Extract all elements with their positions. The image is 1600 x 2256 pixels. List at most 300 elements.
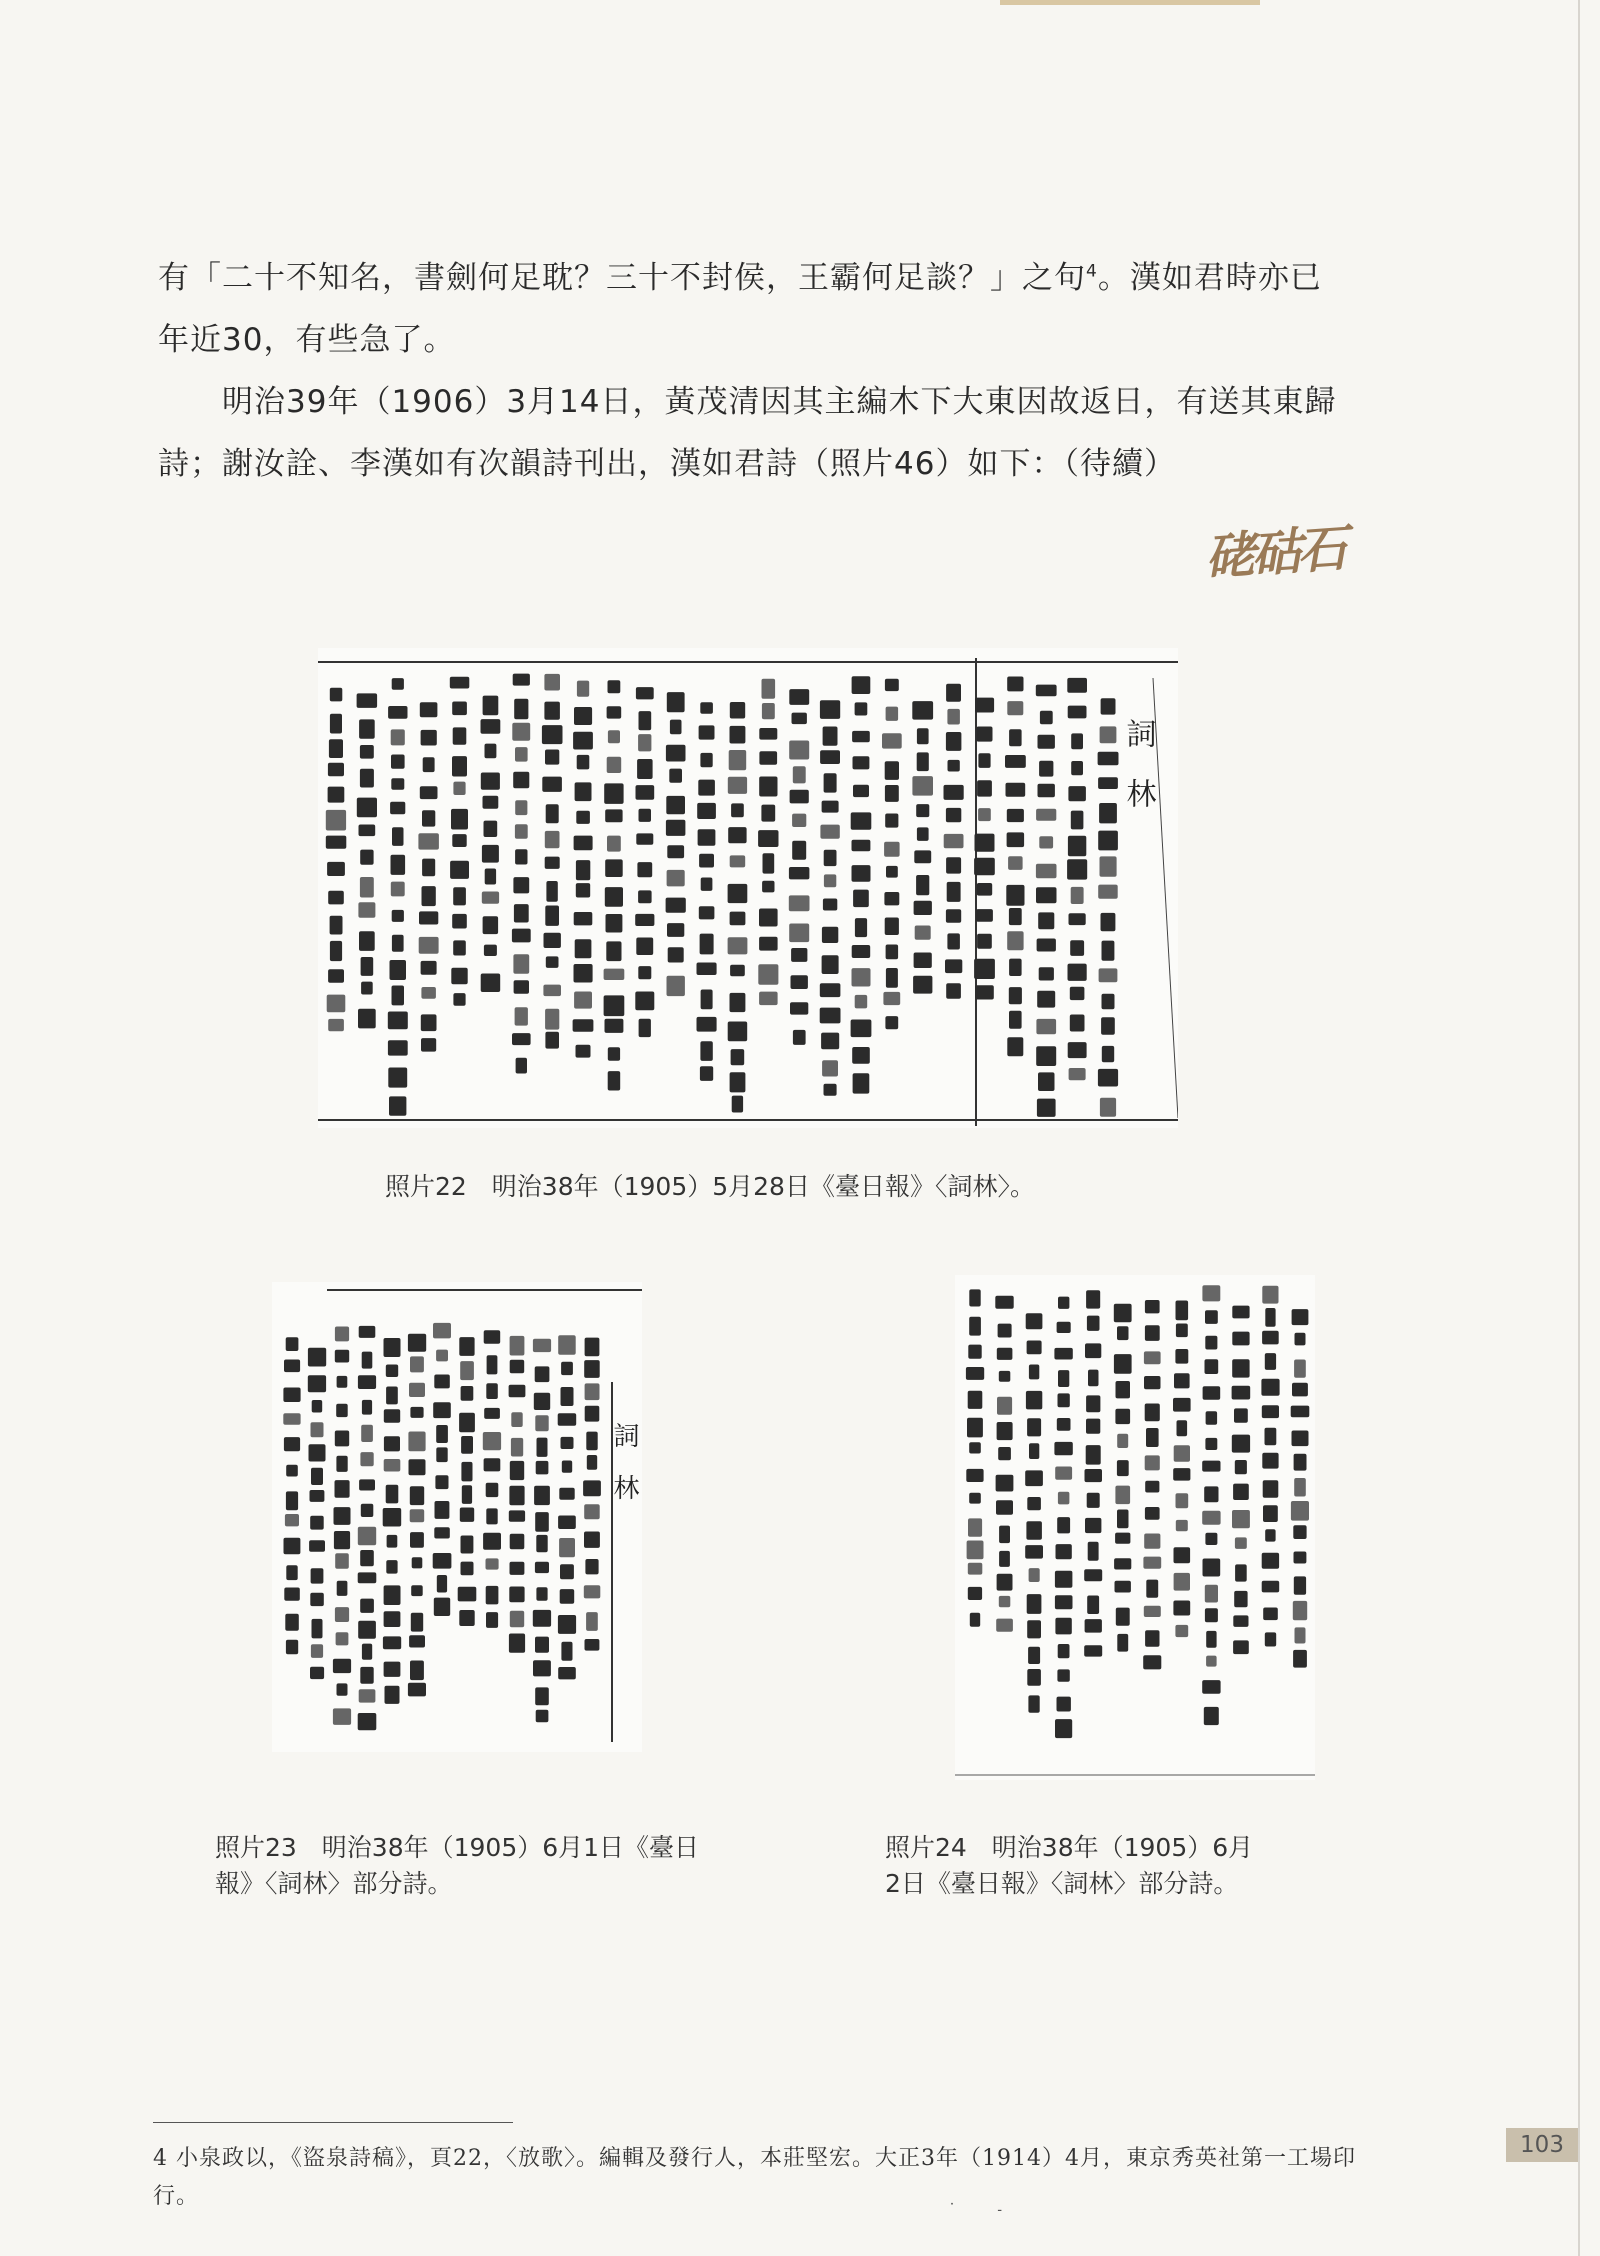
print-glyph-mark	[421, 1038, 436, 1052]
print-glyph-mark	[327, 862, 345, 876]
print-glyph-mark	[384, 1662, 401, 1677]
print-glyph-mark	[509, 1634, 525, 1653]
print-glyph-mark	[700, 702, 713, 714]
print-glyph-mark	[511, 1438, 523, 1457]
print-glyph-mark	[486, 1508, 497, 1524]
print-glyph-mark	[997, 1422, 1013, 1440]
print-glyph-mark	[535, 1512, 549, 1532]
print-glyph-mark	[821, 1033, 839, 1050]
print-glyph-mark	[560, 1589, 575, 1604]
print-glyph-mark	[559, 1538, 575, 1557]
print-glyph-mark	[1292, 1309, 1309, 1325]
print-glyph-mark	[914, 850, 931, 863]
print-glyph-mark	[1068, 706, 1087, 719]
print-glyph-mark	[311, 1644, 323, 1658]
print-glyph-mark	[728, 1022, 748, 1042]
print-glyph-mark	[1174, 1573, 1190, 1591]
print-glyph-mark	[944, 785, 964, 800]
print-glyph-mark	[969, 1289, 980, 1306]
print-glyph-mark	[391, 729, 405, 745]
print-glyph-mark	[761, 805, 775, 822]
print-glyph-mark	[485, 744, 497, 759]
print-glyph-mark	[487, 1355, 498, 1374]
print-glyph-mark	[915, 926, 931, 940]
print-glyph-mark	[1262, 1553, 1279, 1569]
print-glyph-mark	[1071, 733, 1083, 749]
print-glyph-mark	[358, 1375, 376, 1389]
print-glyph-mark	[392, 986, 405, 1006]
print-glyph-mark	[996, 1475, 1014, 1492]
print-glyph-mark	[1038, 784, 1055, 798]
print-glyph-mark	[667, 923, 684, 937]
print-glyph-mark	[730, 726, 746, 744]
print-glyph-mark	[824, 1084, 837, 1096]
print-glyph-mark	[437, 1575, 447, 1593]
print-glyph-mark	[384, 1409, 400, 1423]
print-glyph-mark	[967, 1541, 984, 1560]
print-glyph-mark	[544, 933, 561, 948]
print-glyph-mark	[409, 1383, 425, 1397]
print-glyph-mark	[1028, 1647, 1040, 1664]
print-glyph-mark	[968, 1345, 981, 1359]
print-glyph-mark	[885, 761, 899, 780]
print-glyph-mark	[284, 1588, 300, 1601]
print-glyph-mark	[823, 899, 837, 911]
print-glyph-mark	[536, 1535, 547, 1552]
print-glyph-mark	[730, 1072, 746, 1092]
print-glyph-mark	[1036, 864, 1057, 879]
print-glyph-mark	[789, 924, 809, 943]
print-glyph-mark	[420, 786, 438, 799]
print-glyph-mark	[1038, 1072, 1055, 1091]
print-glyph-mark	[335, 1480, 350, 1498]
print-glyph-mark	[1028, 1695, 1039, 1712]
print-glyph-mark	[731, 1049, 745, 1065]
print-glyph-mark	[1099, 803, 1117, 823]
print-glyph-mark	[408, 1334, 426, 1352]
print-glyph-mark	[666, 745, 686, 762]
print-glyph-mark	[411, 1613, 423, 1632]
print-glyph-mark	[435, 1475, 448, 1489]
print-glyph-mark	[822, 801, 839, 813]
print-glyph-mark	[335, 1327, 349, 1342]
print-glyph-mark	[311, 1422, 324, 1437]
print-glyph-mark	[698, 780, 715, 796]
print-glyph-mark	[1087, 1316, 1100, 1331]
print-glyph-mark	[450, 861, 469, 879]
print-glyph-mark	[486, 1612, 498, 1628]
print-glyph-mark	[1263, 1505, 1278, 1522]
print-glyph-mark	[823, 727, 838, 746]
print-glyph-mark	[421, 987, 436, 999]
print-glyph-mark	[1117, 1434, 1128, 1448]
print-glyph-mark	[1027, 1418, 1041, 1436]
print-glyph-mark	[701, 878, 713, 891]
print-glyph-mark	[421, 730, 437, 746]
print-glyph-mark	[977, 883, 992, 896]
print-glyph-mark	[1038, 912, 1054, 929]
print-glyph-mark	[335, 1431, 349, 1447]
print-glyph-mark	[1144, 1606, 1161, 1617]
print-glyph-mark	[666, 898, 686, 913]
print-glyph-mark	[514, 904, 529, 922]
print-glyph-mark	[1117, 1460, 1129, 1476]
print-glyph-mark	[1071, 887, 1084, 904]
print-glyph-mark	[1291, 1406, 1310, 1418]
print-glyph-mark	[512, 723, 530, 741]
print-glyph-mark	[285, 1614, 299, 1631]
print-glyph-mark	[361, 982, 373, 995]
page-edge-rule	[1578, 0, 1580, 2256]
print-glyph-mark	[728, 937, 748, 954]
print-glyph-mark	[853, 756, 870, 769]
print-glyph-mark	[1100, 856, 1117, 876]
print-glyph-mark	[334, 1507, 351, 1525]
print-glyph-mark	[511, 1412, 522, 1427]
print-glyph-mark	[916, 804, 929, 817]
print-glyph-mark	[970, 1613, 980, 1627]
print-glyph-mark	[328, 891, 344, 905]
print-glyph-mark	[1009, 908, 1022, 925]
print-glyph-mark	[1232, 1510, 1250, 1528]
print-glyph-mark	[855, 918, 867, 937]
print-glyph-mark	[1206, 1631, 1216, 1648]
print-glyph-mark	[515, 1007, 528, 1025]
print-glyph-mark	[1203, 1559, 1221, 1577]
print-glyph-mark	[330, 916, 343, 935]
print-glyph-mark	[486, 1586, 499, 1605]
print-glyph-mark	[947, 882, 961, 902]
print-glyph-mark	[330, 941, 342, 961]
print-glyph-mark	[917, 752, 929, 771]
footnote-ref[interactable]: 4	[1086, 261, 1098, 282]
print-glyph-mark	[855, 702, 868, 715]
print-glyph-mark	[1232, 1386, 1251, 1400]
footnote-text: 小泉政以，《盜泉詩稿》，頁22，〈放歌〉。編輯及發行人，本莊堅宏。大正3年（1914）4月，東京秀英社第一工場印行。	[153, 2146, 1356, 2209]
print-glyph-mark	[1058, 1370, 1069, 1387]
print-glyph-mark	[1068, 1042, 1087, 1058]
print-glyph-mark	[1232, 1306, 1249, 1319]
print-glyph-mark	[667, 692, 685, 712]
print-glyph-mark	[461, 1436, 473, 1454]
print-glyph-mark	[573, 732, 593, 750]
print-glyph-mark	[1007, 931, 1023, 950]
print-glyph-mark	[1117, 1510, 1129, 1529]
print-glyph-mark	[1098, 1069, 1118, 1087]
print-glyph-mark	[948, 760, 960, 772]
print-glyph-mark	[1263, 1480, 1279, 1498]
print-glyph-mark	[513, 772, 529, 789]
print-glyph-mark	[423, 757, 435, 772]
print-glyph-mark	[284, 1437, 300, 1451]
print-glyph-mark	[362, 1644, 372, 1660]
print-glyph-mark	[410, 1532, 424, 1548]
print-glyph-mark	[1294, 1478, 1306, 1497]
print-glyph-mark	[386, 1560, 397, 1574]
print-glyph-mark	[667, 870, 685, 887]
print-glyph-mark	[1101, 913, 1116, 931]
print-glyph-mark	[311, 1568, 324, 1583]
print-glyph-mark	[536, 1710, 549, 1723]
print-glyph-mark	[433, 1402, 451, 1418]
print-glyph-mark	[1036, 685, 1057, 697]
print-glyph-mark	[998, 1447, 1011, 1460]
print-glyph-mark	[1086, 1445, 1101, 1465]
print-glyph-mark	[1029, 1443, 1039, 1459]
print-glyph-mark	[792, 713, 807, 725]
print-glyph-mark	[360, 1452, 373, 1466]
print-glyph-mark	[533, 1339, 551, 1352]
print-glyph-mark	[451, 968, 467, 984]
print-glyph-mark	[452, 914, 467, 929]
print-glyph-mark	[461, 1562, 474, 1576]
print-glyph-mark	[458, 1587, 477, 1602]
print-glyph-mark	[384, 1611, 401, 1627]
print-glyph-mark	[483, 1533, 501, 1550]
footnote	[153, 2140, 1368, 2216]
print-glyph-mark	[1117, 1326, 1129, 1340]
print-glyph-mark	[1116, 1608, 1130, 1626]
print-glyph-mark	[1098, 777, 1118, 789]
print-glyph-mark	[1070, 940, 1084, 956]
body-text	[158, 247, 1348, 495]
print-glyph-mark	[1036, 1046, 1056, 1066]
print-glyph-mark	[386, 1387, 398, 1405]
print-glyph-mark	[1233, 1640, 1249, 1654]
print-glyph-mark	[359, 931, 375, 951]
print-glyph-mark	[513, 877, 529, 893]
clipping-image-22	[318, 648, 1178, 1128]
print-glyph-mark	[852, 865, 871, 882]
print-glyph-mark	[792, 814, 806, 827]
print-glyph-mark	[1057, 1669, 1069, 1681]
print-glyph-mark	[700, 753, 712, 767]
print-glyph-mark	[386, 1485, 399, 1504]
print-glyph-mark	[1145, 1455, 1160, 1470]
print-glyph-mark	[337, 1683, 348, 1695]
print-glyph-mark	[852, 840, 871, 852]
print-glyph-mark	[1008, 856, 1023, 870]
print-glyph-mark	[384, 1436, 400, 1451]
print-glyph-mark	[421, 1014, 437, 1031]
print-glyph-mark	[999, 1596, 1011, 1607]
print-glyph-mark	[666, 796, 685, 814]
print-glyph-mark	[391, 882, 405, 897]
print-glyph-mark	[358, 1713, 377, 1730]
print-glyph-mark	[514, 699, 528, 719]
print-glyph-mark	[999, 1551, 1010, 1567]
print-glyph-mark	[361, 957, 374, 976]
print-glyph-mark	[639, 711, 652, 730]
print-glyph-mark	[576, 811, 590, 824]
print-glyph-mark	[1084, 1645, 1102, 1656]
print-glyph-mark	[699, 725, 715, 739]
print-glyph-mark	[853, 785, 869, 797]
print-glyph-mark	[509, 1385, 526, 1398]
print-glyph-mark	[946, 808, 961, 822]
print-glyph-mark	[913, 976, 932, 994]
print-glyph-mark	[461, 1536, 474, 1554]
print-glyph-mark	[882, 733, 902, 748]
print-glyph-mark	[333, 1708, 351, 1725]
print-glyph-mark	[1115, 1581, 1131, 1593]
print-glyph-mark	[969, 1493, 981, 1504]
print-glyph-mark	[1234, 1408, 1248, 1422]
print-glyph-mark	[513, 954, 529, 974]
print-glyph-mark	[512, 1033, 531, 1045]
print-glyph-mark	[284, 1538, 301, 1555]
print-glyph-mark	[730, 702, 745, 719]
print-glyph-mark	[422, 859, 435, 877]
print-glyph-mark	[360, 1667, 373, 1684]
print-glyph-mark	[1265, 1353, 1276, 1370]
print-glyph-mark	[1202, 1511, 1220, 1525]
print-glyph-mark	[978, 753, 990, 768]
print-glyph-mark	[335, 1607, 349, 1622]
print-glyph-mark	[509, 1587, 524, 1603]
print-glyph-mark	[481, 773, 500, 790]
print-glyph-mark	[1007, 677, 1023, 692]
print-glyph-mark	[515, 747, 528, 762]
print-glyph-mark	[330, 688, 343, 702]
print-glyph-mark	[535, 1366, 550, 1382]
print-glyph-mark	[558, 1667, 576, 1679]
print-glyph-mark	[584, 1360, 600, 1378]
print-glyph-mark	[486, 1483, 499, 1497]
print-glyph-mark	[967, 1418, 983, 1438]
print-glyph-mark	[730, 965, 745, 977]
print-glyph-mark	[453, 940, 466, 955]
top-accent-line	[1000, 0, 1260, 5]
print-glyph-mark	[534, 1393, 550, 1410]
print-glyph-mark	[1087, 1493, 1100, 1508]
print-glyph-mark	[360, 745, 374, 759]
print-glyph-mark	[885, 785, 899, 802]
print-glyph-mark	[1006, 885, 1024, 906]
print-glyph-mark	[1100, 726, 1117, 743]
print-glyph-mark	[1144, 1351, 1161, 1364]
print-glyph-mark	[408, 1683, 426, 1697]
print-glyph-mark	[1175, 1349, 1188, 1364]
print-glyph-mark	[308, 1348, 326, 1367]
print-glyph-mark	[730, 912, 746, 926]
print-glyph-mark	[453, 993, 465, 1006]
print-glyph-mark	[820, 750, 840, 764]
print-glyph-mark	[636, 833, 653, 844]
print-glyph-mark	[946, 909, 961, 923]
print-glyph-mark	[976, 909, 993, 922]
print-glyph-mark	[585, 1559, 598, 1574]
print-glyph-mark	[974, 858, 995, 876]
print-glyph-mark	[885, 918, 899, 936]
print-glyph-mark	[604, 995, 625, 1016]
print-glyph-mark	[361, 1425, 373, 1442]
print-glyph-mark	[851, 812, 872, 829]
print-glyph-mark	[1085, 1469, 1103, 1482]
print-glyph-mark	[1101, 698, 1116, 714]
footnote-number: 4	[153, 2146, 168, 2171]
print-glyph-mark	[914, 901, 932, 915]
print-glyph-mark	[1029, 1568, 1040, 1582]
print-glyph-mark	[1085, 1518, 1101, 1533]
print-glyph-mark	[855, 995, 868, 1009]
print-glyph-mark	[509, 1486, 524, 1506]
print-glyph-mark	[362, 1352, 373, 1369]
print-glyph-mark	[1057, 1418, 1071, 1431]
print-glyph-mark	[999, 1371, 1011, 1382]
print-glyph-mark	[1177, 1420, 1188, 1436]
print-glyph-mark	[1026, 1391, 1042, 1410]
print-glyph-mark	[1068, 836, 1086, 857]
print-glyph-mark	[822, 927, 838, 943]
print-glyph-mark	[758, 964, 778, 985]
print-glyph-mark	[976, 727, 992, 742]
print-glyph-mark	[1100, 1098, 1116, 1117]
print-glyph-mark	[1205, 1359, 1219, 1374]
page-number: 103	[1506, 2128, 1578, 2162]
print-glyph-mark	[576, 860, 590, 880]
print-glyph-mark	[434, 1375, 450, 1389]
print-glyph-mark	[1005, 755, 1026, 768]
print-glyph-mark	[410, 1356, 424, 1372]
print-glyph-mark	[1233, 1615, 1248, 1627]
print-glyph-mark	[1009, 1011, 1022, 1029]
print-glyph-mark	[997, 1397, 1012, 1415]
print-glyph-mark	[383, 1508, 402, 1527]
print-glyph-mark	[327, 995, 346, 1013]
print-glyph-mark	[605, 887, 623, 907]
print-glyph-mark	[1067, 859, 1087, 879]
print-glyph-mark	[546, 804, 559, 823]
print-glyph-mark	[1069, 913, 1086, 925]
print-glyph-mark	[533, 1610, 551, 1627]
clipping-image-24	[955, 1275, 1315, 1780]
print-glyph-mark	[886, 945, 899, 960]
print-glyph-mark	[359, 1326, 376, 1338]
print-glyph-mark	[585, 1338, 600, 1357]
print-glyph-mark	[1009, 959, 1022, 976]
print-glyph-mark	[884, 842, 900, 857]
print-glyph-mark	[310, 1490, 325, 1502]
print-glyph-mark	[586, 1612, 598, 1631]
print-glyph-mark	[608, 730, 620, 743]
print-glyph-mark	[731, 803, 744, 817]
print-glyph-mark	[1294, 1576, 1306, 1594]
print-glyph-mark	[667, 845, 684, 858]
print-glyph-mark	[1202, 1680, 1220, 1694]
print-glyph-mark	[1235, 1460, 1247, 1474]
print-glyph-mark	[434, 1598, 450, 1616]
print-glyph-mark	[1146, 1428, 1159, 1447]
print-glyph-mark	[699, 906, 715, 919]
print-glyph-mark	[515, 824, 528, 839]
print-glyph-mark	[336, 1456, 347, 1472]
print-glyph-mark	[388, 1012, 408, 1030]
print-glyph-mark	[1036, 1019, 1056, 1034]
print-glyph-mark	[286, 1337, 299, 1351]
print-glyph-mark	[1056, 1544, 1072, 1559]
print-glyph-mark	[336, 1632, 349, 1645]
print-glyph-mark	[969, 1442, 981, 1453]
print-glyph-mark	[1055, 1467, 1072, 1480]
print-glyph-mark	[1006, 783, 1026, 797]
print-glyph-mark	[759, 751, 777, 764]
print-glyph-mark	[482, 892, 499, 904]
print-glyph-mark	[700, 934, 714, 955]
print-glyph-mark	[637, 862, 652, 877]
print-glyph-mark	[639, 1019, 651, 1037]
print-glyph-mark	[968, 1587, 982, 1600]
